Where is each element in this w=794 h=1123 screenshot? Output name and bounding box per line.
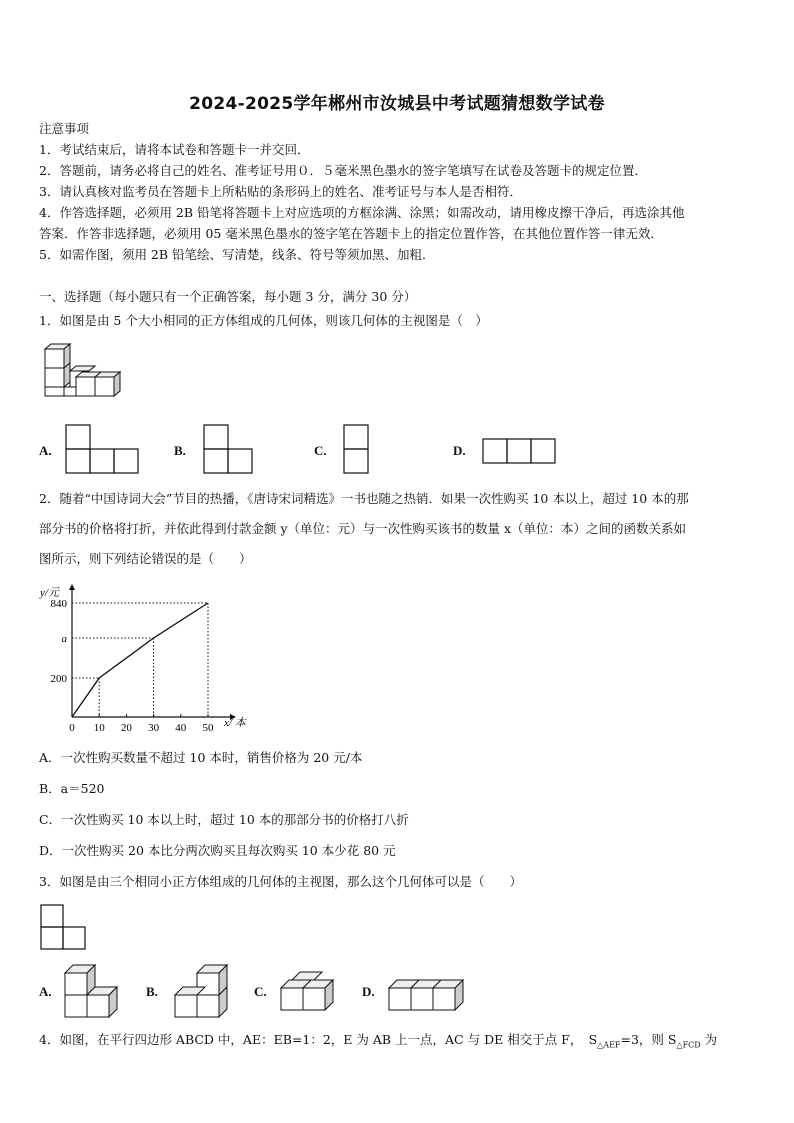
q1-solid-figure xyxy=(40,340,122,408)
notice-heading: 注意事项 xyxy=(39,121,90,136)
q3-option-c-label: C. xyxy=(254,984,267,999)
q3-option-d-label: D. xyxy=(362,984,375,999)
section-heading: 一、选择题（每小题只有一个正确答案，每小题 3 分，满分 30 分） xyxy=(39,289,417,304)
q3-front-view-figure xyxy=(40,904,90,954)
x-tick-label: 0 xyxy=(69,722,75,734)
q1-option-a-figure xyxy=(65,424,141,476)
q2-option-b: B．a＝520 xyxy=(39,781,105,796)
notice-item: 4．作答选择题，必须用 2B 铅笔将答题卡上对应选项的方框涂满、涂黑；如需改动，请用橡皮擦干净后，再选涂其他 xyxy=(39,205,685,220)
q1-option-d-label: D. xyxy=(453,443,466,458)
y-axis-arrow xyxy=(69,584,75,590)
q3-option-d-figure xyxy=(386,968,470,1014)
q2-function-graph xyxy=(36,578,266,734)
notice-item: 2．答题前，请务必将自己的姓名、准考证号用０．５毫米黑色墨水的签字笔填写在试卷及答题卡的规定位置． xyxy=(39,163,647,178)
q1-option-c-label: C. xyxy=(314,443,327,458)
q2-option-a: A．一次性购买数量不超过 10 本时，销售价格为 20 元/本 xyxy=(39,750,363,765)
q3-option-a-label: A. xyxy=(39,984,52,999)
question-2-stem-line: 部分书的价格将打折，并依此得到付款金额 y（单位：元）与一次性购买该书的数量 x（单位：本）之间的函数关系如 xyxy=(39,521,687,536)
question-2-stem-line: 2．随着“中国诗词大会”节目的热播，《唐诗宋词精选》一书也随之热销．如果一次性购买 10 本以上，超过 10 本的那 xyxy=(39,491,689,506)
q4-text-main: 4．如图，在平行四边形 ABCD 中，AE：EB=1：2，E 为 AB 上一点，AC 与 DE 相交于点 F， S xyxy=(39,1032,598,1047)
q4-text-mid: =3，则 S xyxy=(620,1032,677,1047)
notice-item: 5．如需作图，须用 2B 铅笔绘、写清楚，线条、符号等须加黑、加粗． xyxy=(39,247,435,262)
q4-sub-aef: △AEF xyxy=(597,1040,621,1050)
question-4-stem xyxy=(39,1032,717,1054)
question-2-stem-line: 图所示，则下列结论错误的是（ ） xyxy=(39,551,252,566)
notice-item: 3．请认真核对监考员在答题卡上所粘贴的条形码上的姓名、准考证号与本人是否相符． xyxy=(39,184,522,199)
page-title: 2024-2025学年郴州市汝城县中考试题猜想数学试卷 xyxy=(189,94,605,114)
q4-sub-fcd: △FCD xyxy=(676,1040,701,1050)
y-axis-label: y/元 xyxy=(40,587,59,599)
x-tick-label: 50 xyxy=(202,722,214,734)
x-tick-label: 40 xyxy=(175,722,187,734)
notice-item: 1．考试结束后，请将本试卷和答题卡一并交回． xyxy=(39,142,310,157)
question-3-stem: 3．如图是由三个相同小正方体组成的几何体的主视图，那么这个几何体可以是（ ） xyxy=(39,874,522,889)
q3-option-a-figure xyxy=(60,960,122,1022)
y-tick-label: a xyxy=(61,633,67,645)
q1-option-c-figure xyxy=(343,424,373,476)
q1-option-b-label: B. xyxy=(174,443,186,458)
question-1-stem: 1．如图是由 5 个大小相同的正方体组成的几何体，则该几何体的主视图是（ ） xyxy=(39,313,488,328)
q3-option-c-figure xyxy=(278,968,340,1014)
x-tick-label: 20 xyxy=(120,722,132,734)
x-tick-label: 30 xyxy=(148,722,160,734)
y-tick-label: 840 xyxy=(50,598,67,610)
notice-item: 答案．作答非选择题，必须用 05 毫米黑色墨水的签字笔在答题卡上的指定位置作答，在其他位置作答一律无效． xyxy=(39,226,663,241)
q3-option-b-figure xyxy=(170,960,232,1022)
q1-option-b-figure xyxy=(203,424,257,476)
y-tick-label: 200 xyxy=(50,673,67,685)
q3-option-b-label: B. xyxy=(146,984,158,999)
q4-text-end: 为 xyxy=(700,1032,718,1047)
x-axis-label: x/ 本 xyxy=(224,717,246,729)
q1-option-d-figure xyxy=(482,438,560,466)
series-line xyxy=(72,603,208,717)
q2-option-c: C．一次性购买 10 本以上时，超过 10 本的那部分书的价格打八折 xyxy=(39,812,409,827)
x-tick-label: 10 xyxy=(93,722,105,734)
q2-option-d: D．一次性购买 20 本比分两次购买且每次购买 10 本少花 80 元 xyxy=(39,843,396,858)
q1-option-a-label: A. xyxy=(39,443,52,458)
